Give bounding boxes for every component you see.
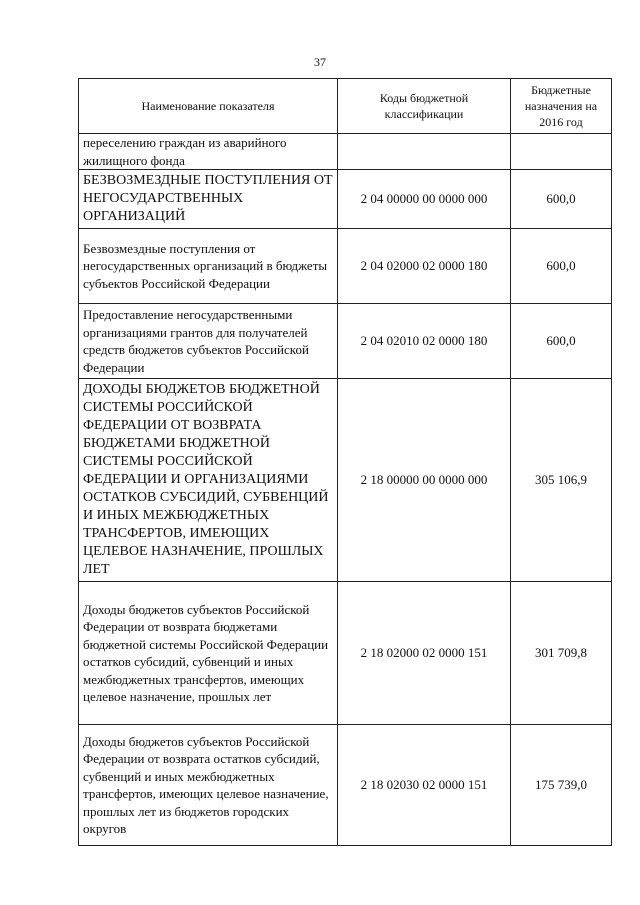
table-row	[79, 379, 612, 582]
row-code: 2 18 02030 02 0000 151	[338, 725, 511, 846]
row-code: 2 04 02000 02 0000 180	[338, 229, 511, 304]
table-row	[79, 229, 612, 304]
row-name: ДОХОДЫ БЮДЖЕТОВ БЮДЖЕТНОЙ СИСТЕМЫ РОССИЙСКОЙ ФЕДЕРАЦИИ ОТ ВОЗВРАТА БЮДЖЕТАМИ БЮДЖЕТНОЙ СИСТЕМЫ РОССИЙСКОЙ ФЕДЕРАЦИИ И ОРГАНИЗАЦИЯМИ ОСТАТКОВ СУБСИДИЙ, СУБВЕНЦИЙ И ИНЫХ МЕЖБЮДЖЕТНЫХ ТРАНСФЕРТОВ, ИМЕЮЩИХ ЦЕЛЕВОЕ НАЗНАЧЕНИЕ, ПРОШЛЫХ ЛЕТ	[79, 379, 338, 582]
row-name: переселению граждан из аварийного жилищного фонда	[79, 134, 338, 170]
row-name: Доходы бюджетов субъектов Российской Федерации от возврата бюджетами бюджетной системы Российской Федерации остатков субсидий, субвенций и иных межбюджетных трансфертов, имеющих целевое назначение, прошлых лет	[79, 582, 338, 725]
row-code: 2 18 00000 00 0000 000	[338, 379, 511, 582]
row-name: БЕЗВОЗМЕЗДНЫЕ ПОСТУПЛЕНИЯ ОТ НЕГОСУДАРСТВЕННЫХ ОРГАНИЗАЦИЙ	[79, 170, 338, 229]
row-amount: 175 739,0	[511, 725, 612, 846]
row-amount: 305 106,9	[511, 379, 612, 582]
row-code	[338, 134, 511, 170]
table-row	[79, 170, 612, 229]
header-name: Наименование показателя	[79, 79, 338, 134]
table-row	[79, 304, 612, 379]
header-codes: Коды бюджетной классификации	[338, 79, 511, 134]
row-name: Доходы бюджетов субъектов Российской Федерации от возврата остатков субсидий, субвенций и иных межбюджетных трансфертов, имеющих целевое назначение, прошлых лет из бюджетов городских округов	[79, 725, 338, 846]
row-code: 2 18 02000 02 0000 151	[338, 582, 511, 725]
row-amount: 600,0	[511, 229, 612, 304]
row-name: Предоставление негосударственными организациями грантов для получателей средств бюджетов субъектов Российской Федерации	[79, 304, 338, 379]
header-amount: Бюджетные назначения на 2016 год	[511, 79, 612, 134]
table-row	[79, 582, 612, 725]
row-amount: 301 709,8	[511, 582, 612, 725]
row-code: 2 04 00000 00 0000 000	[338, 170, 511, 229]
row-code: 2 04 02010 02 0000 180	[338, 304, 511, 379]
row-name: Безвозмездные поступления от негосударственных организаций в бюджеты субъектов Российской Федерации	[79, 229, 338, 304]
table-header-row	[79, 79, 612, 134]
page-number: 37	[314, 55, 326, 69]
row-amount: 600,0	[511, 170, 612, 229]
row-amount: 600,0	[511, 304, 612, 379]
table-row	[79, 725, 612, 846]
row-amount	[511, 134, 612, 170]
table-row	[79, 134, 612, 170]
budget-table	[78, 78, 612, 846]
